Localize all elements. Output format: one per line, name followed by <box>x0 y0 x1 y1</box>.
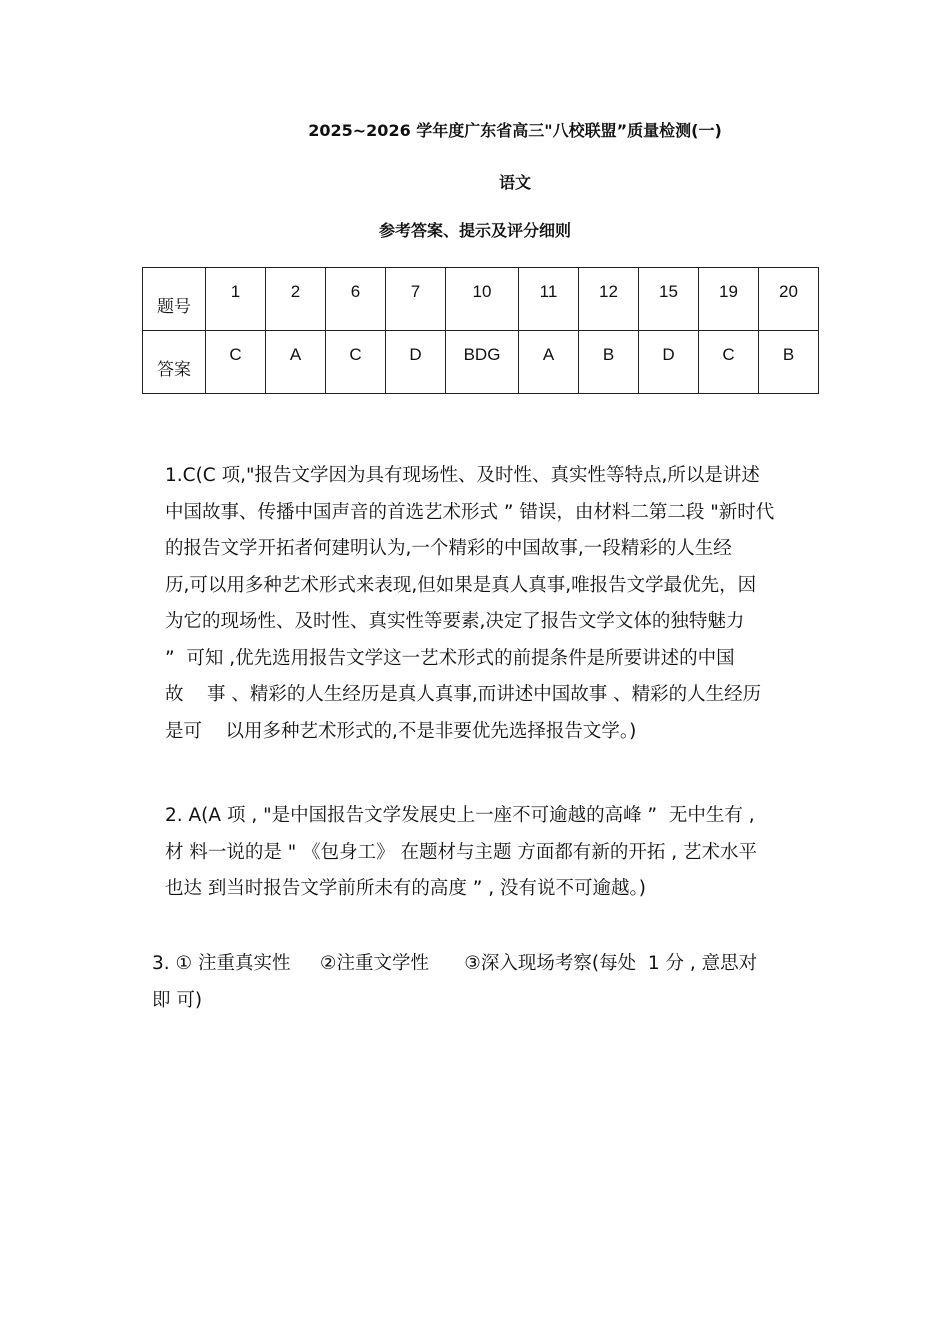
table-cell: D <box>639 331 699 394</box>
table-cell: C <box>699 331 759 394</box>
table-cell: B <box>759 331 819 394</box>
table-cell: D <box>386 331 446 394</box>
table-cell: 19 <box>699 268 759 331</box>
text-line: 中国故事、传播中国声音的首选艺术形式 ” 错误，由材料二第二段 "新时代 <box>165 501 775 523</box>
question-1-explanation <box>165 458 774 750</box>
row-label-answer: 答案 <box>143 331 206 394</box>
text-line: 的报告文学开拓者何建明认为,一个精彩的中国故事,一段精彩的人生经 <box>165 538 732 559</box>
table-row-numbers <box>143 268 819 331</box>
text-line: 2. A(A 项 , "是中国报告文学发展史上一座不可逾越的高峰 ” 无中生有 , <box>165 805 755 826</box>
text-line: 是可 以用多种艺术形式的,不是非要优先选择报告文学。) <box>165 720 637 742</box>
document-title: 2025~2026 学年度广东省高三"八校联盟”质量检测(一) <box>308 121 722 140</box>
table-cell: BDG <box>446 331 519 394</box>
table-cell: 20 <box>759 268 819 331</box>
question-3-answer <box>152 946 757 1019</box>
table-cell: 12 <box>579 268 639 331</box>
question-2-explanation <box>165 798 757 908</box>
text-line: 材 料一说的是 " 《包身工》 在题材与主题 方面都有新的开拓 , 艺术水平 <box>165 841 758 863</box>
table-cell: 10 <box>446 268 519 331</box>
text-line: 也达 到当时报告文学前所未有的高度 ” , 没有说不可逾越。) <box>165 878 646 899</box>
table-cell: C <box>326 331 386 394</box>
table-cell: 6 <box>326 268 386 331</box>
text-line: 3. ① 注重真实性 ②注重文学性 ③深入现场考察(每处 1 分 , 意思对 <box>152 953 758 974</box>
text-line: 历,可以用多种艺术形式来表现,但如果是真人真事,唯报告文学最优先，因 <box>165 574 757 596</box>
text-line: ” 可知 ,优先选用报告文学这一艺术形式的前提条件是所要讲述的中国 <box>165 647 735 669</box>
table-cell: A <box>266 331 326 394</box>
table-cell: 7 <box>386 268 446 331</box>
row-label-number: 题号 <box>143 268 206 331</box>
text-line: 1.C(C 项,"报告文学因为具有现场性、及时性、真实性等特点,所以是讲述 <box>165 465 760 486</box>
table-cell: 2 <box>266 268 326 331</box>
table-cell: 11 <box>519 268 579 331</box>
text-line: 为它的现场性、及时性、真实性等要素,决定了报告文学文体的独特魅力 <box>165 611 745 632</box>
table-cell: A <box>519 331 579 394</box>
text-line: 故 事 、精彩的人生经历是真人真事,而讲述中国故事 、精彩的人生经历 <box>165 684 762 705</box>
text-line: 即 可) <box>152 989 203 1011</box>
document-subtitle: 参考答案、提示及评分细则 <box>378 221 571 240</box>
table-cell: 15 <box>639 268 699 331</box>
subject-title: 语文 <box>498 173 531 192</box>
table-cell: 1 <box>206 268 266 331</box>
table-cell: B <box>579 331 639 394</box>
table-cell: C <box>206 331 266 394</box>
answer-table <box>142 267 819 394</box>
table-row-answers <box>143 331 819 394</box>
